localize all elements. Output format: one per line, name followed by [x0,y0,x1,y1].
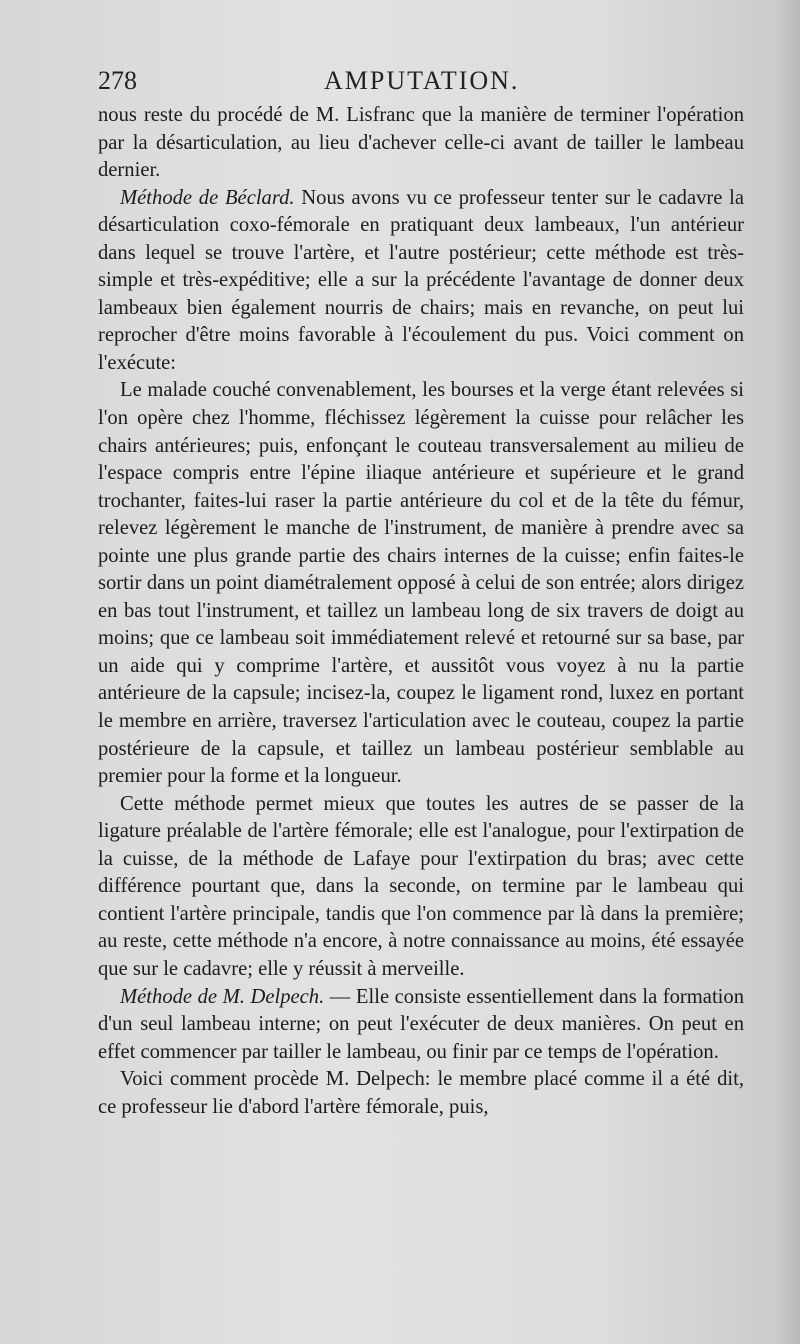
section-lead: Méthode de M. Delpech. [120,985,325,1008]
paragraph-delpech-procedure [98,1066,744,1121]
page-header [98,64,748,100]
paragraph-text: Voici comment procède M. Delpech: le membre placé comme il a été dit, ce professeur lie d'abord l'artère fémorale, puis, [98,1068,744,1118]
paragraph-continuation [98,102,744,185]
paragraph-text: Le malade couché convenablement, les bourses et la verge étant relevées si l'on opère chez l'homme, fléchissez légèrement la cuisse pour relâcher les chairs antérieures; puis, enfonçant le couteau transversalement au milieu de l'espace compris entre l'épine iliaque antérieure et supérieure et le grand trochanter, faites-lui raser la partie antérieure du col et de la tête du fémur, relevez légèrement le manche de l'instrument, de manière à prendre avec sa pointe une plus grande partie des chairs internes de la cuisse; enfin faites-le sortir dans un point diamétralement opposé à celui de son entrée; alors dirigez en bas tout l'instrument, et taillez un lambeau long de six travers de doigt au moins; que ce lambeau soit immédiatement relevé et retourné sur sa base, par un aide qui y comprime l'artère, et aussitôt vous voyez à nu la partie antérieure de la capsule; incisez-la, coupez le ligament rond, luxez en portant le membre en arrière, traversez l'articulation avec le couteau, coupez la partie postérieure de la capsule, et taillez un lambeau postérieur semblable au premier pour la forme et la longueur. [98,379,744,788]
paragraph-commentary [98,791,744,984]
paragraph-delpech-method [98,984,744,1067]
paragraph-procedure [98,377,744,790]
running-title: AMPUTATION. [324,66,520,95]
paragraph-text: nous reste du procédé de M. Lisfranc que la manière de terminer l'opération par la désarticulation, au lieu d'achever celle-ci avant de tailler le lambeau dernier. [98,104,744,182]
section-lead: Méthode de Béclard. [120,186,295,209]
body-text [98,102,744,1121]
page-number: 278 [98,66,137,95]
paragraph-text: — Elle consiste essentiellement dans la formation d'un seul lambeau interne; on peut l'exécuter de deux manières. On peut en effet commencer par tailler le lambeau, ou finir par ce temps de l'opération. [98,985,744,1063]
page-edge-shadow [776,0,800,1344]
paragraph-text: Nous avons vu ce professeur tenter sur le cadavre la désarticulation coxo-fémorale en pratiquant deux lambeaux, l'un antérieur dans lequel se trouve l'artère, et l'autre postérieur; cette méthode est très-simple et très-expéditive; elle a sur la précédente l'avantage de donner deux lambeaux bien également nourris de chairs; mais en revanche, on peut lui reprocher d'être moins favorable à l'écoulement du pus. Voici comment on l'exécute: [98,186,744,374]
paragraph-beclard-method [98,185,744,378]
paragraph-text: Cette méthode permet mieux que toutes les autres de se passer de la ligature préalable de l'artère fémorale; elle est l'analogue, pour l'extirpation de la cuisse, de la méthode de Lafaye pour l'extirpation du bras; avec cette différence pourtant que, dans la seconde, on termine par le lambeau qui contient l'artère principale, tandis que l'on commence par là dans la première; au reste, cette méthode n'a encore, à notre connaissance au moins, été essayée que sur le cadavre; elle y réussit à merveille. [98,792,744,980]
